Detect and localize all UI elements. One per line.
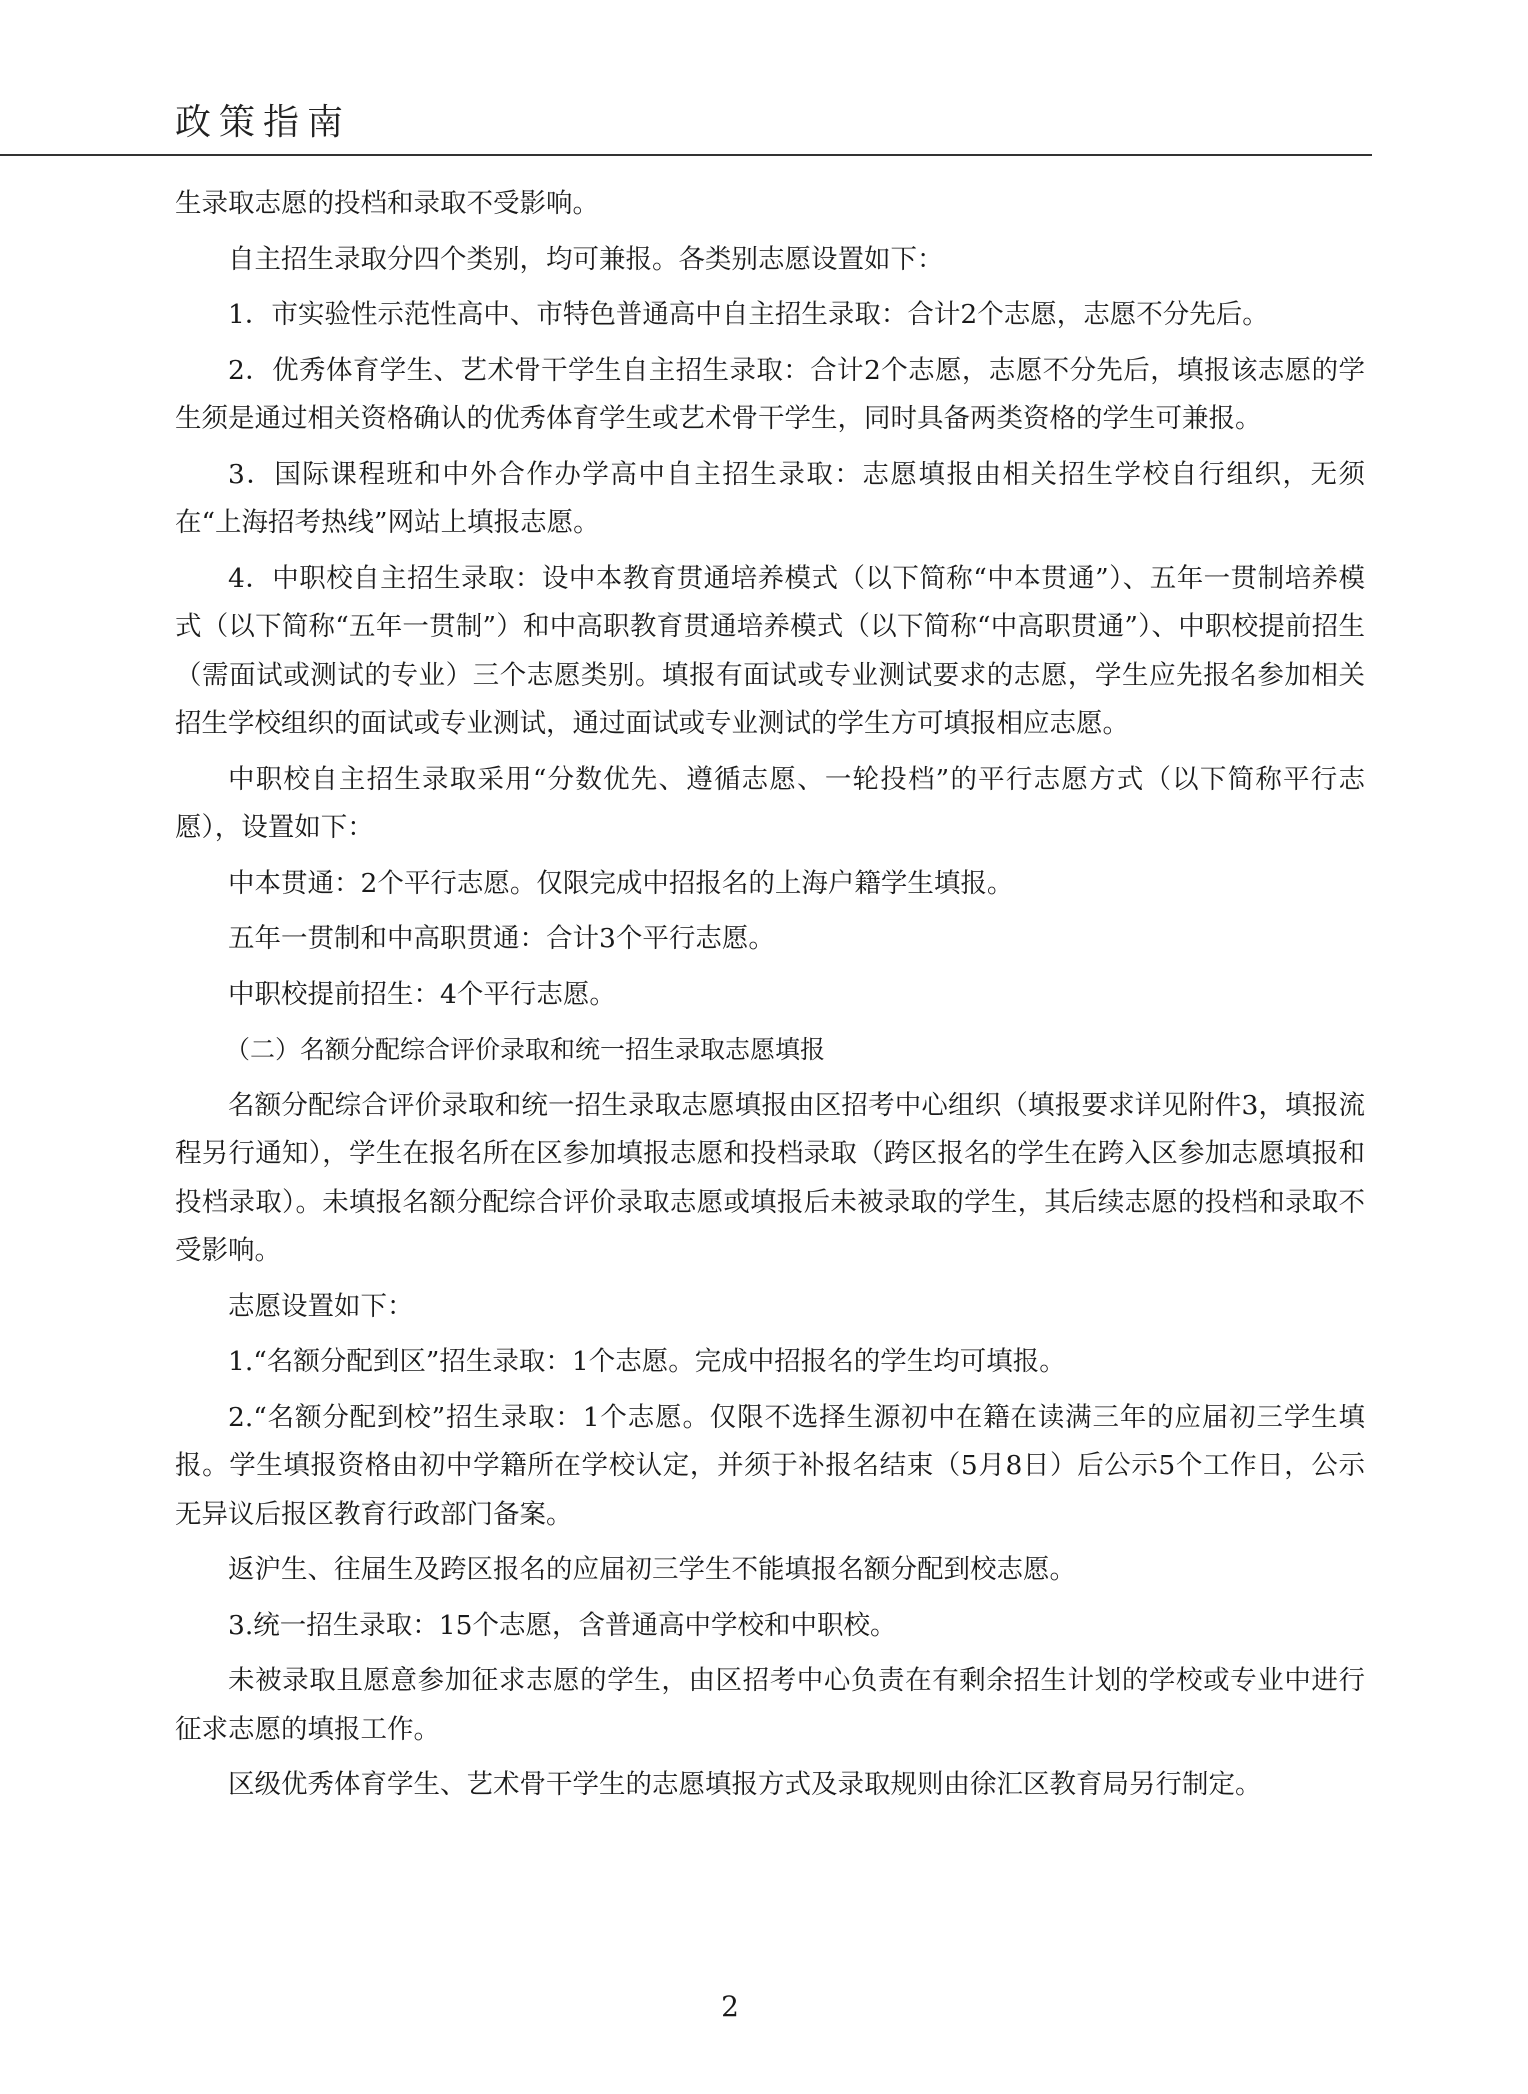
document-body	[175, 180, 1365, 1817]
header-divider	[0, 154, 1372, 156]
paragraph: 志愿设置如下：	[228, 1290, 414, 1322]
paragraph: 名额分配综合评价录取和统一招生录取志愿填报由区招考中心组织（填报要求详见附件3，填报流程另行通知），学生在报名所在区参加填报志愿和投档录取（跨区报名的学生在跨入区参加志愿填报和投档录取）。未填报名额分配综合评价录取志愿或填报后未被录取的学生，其后续志愿的投档和录取不受影响。	[175, 1089, 1366, 1266]
paragraph: 1．市实验性示范性高中、市特色普通高中自主招生录取：合计2个志愿，志愿不分先后。	[228, 299, 1269, 330]
paragraph: 中职校提前招生：4个平行志愿。	[228, 978, 616, 1010]
paragraph: 生录取志愿的投档和录取不受影响。	[175, 188, 599, 219]
paragraph: 返沪生、往届生及跨区报名的应届初三学生不能填报名额分配到校志愿。	[228, 1554, 1076, 1585]
paragraph: 1.“名额分配到区”招生录取：1个志愿。完成中招报名的学生均可填报。	[228, 1346, 1066, 1377]
paragraph: 自主招生录取分四个类别，均可兼报。各类别志愿设置如下：	[228, 243, 944, 275]
paragraph: 中本贯通：2个平行志愿。仅限完成中招报名的上海户籍学生填报。	[228, 867, 1014, 899]
paragraph: 五年一贯制和中高职贯通：合计3个平行志愿。	[228, 923, 775, 954]
paragraph: 2．优秀体育学生、艺术骨干学生自主招生录取：合计2个志愿，志愿不分先后，填报该志愿的学生须是通过相关资格确认的优秀体育学生或艺术骨干学生，同时具备两类资格的学生可兼报。	[175, 354, 1365, 434]
paragraph: 4．中职校自主招生录取：设中本教育贯通培养模式（以下简称“中本贯通”）、五年一贯制培养模式（以下简称“五年一贯制”）和中高职教育贯通培养模式（以下简称“中高职贯通”）、中职校提前招生（需面试或测试的专业）三个志愿类别。填报有面试或专业测试要求的志愿，学生应先报名参加相关招生学校组织的面试或专业测试，通过面试或专业测试的学生方可填报相应志愿。	[175, 562, 1365, 739]
paragraph: 中职校自主招生录取采用“分数优先、遵循志愿、一轮投档”的平行志愿方式（以下简称平行志愿），设置如下：	[175, 763, 1365, 843]
page-header-title: 政策指南	[175, 102, 352, 143]
paragraph: 3.统一招生录取：15个志愿，含普通高中学校和中职校。	[228, 1609, 897, 1641]
paragraph: 区级优秀体育学生、艺术骨干学生的志愿填报方式及录取规则由徐汇区教育局另行制定。	[228, 1769, 1262, 1800]
paragraph: 未被录取且愿意参加征求志愿的学生，由区招考中心负责在有剩余招生计划的学校或专业中进行征求志愿的填报工作。	[175, 1665, 1365, 1745]
paragraph: 2.“名额分配到校”招生录取：1个志愿。仅限不选择生源初中在籍在读满三年的应届初三学生填报。学生填报资格由初中学籍所在学校认定，并须于补报名结束（5月8日）后公示5个工作日，公示无异议后报区教育行政部门备案。	[175, 1401, 1365, 1530]
page-number: 2	[721, 1990, 739, 2023]
paragraph: 3．国际课程班和中外合作办学高中自主招生录取：志愿填报由相关招生学校自行组织，无须在“上海招考热线”网站上填报志愿。	[175, 458, 1365, 538]
section-heading: （二）名额分配综合评价录取和统一招生录取志愿填报	[225, 1035, 826, 1064]
